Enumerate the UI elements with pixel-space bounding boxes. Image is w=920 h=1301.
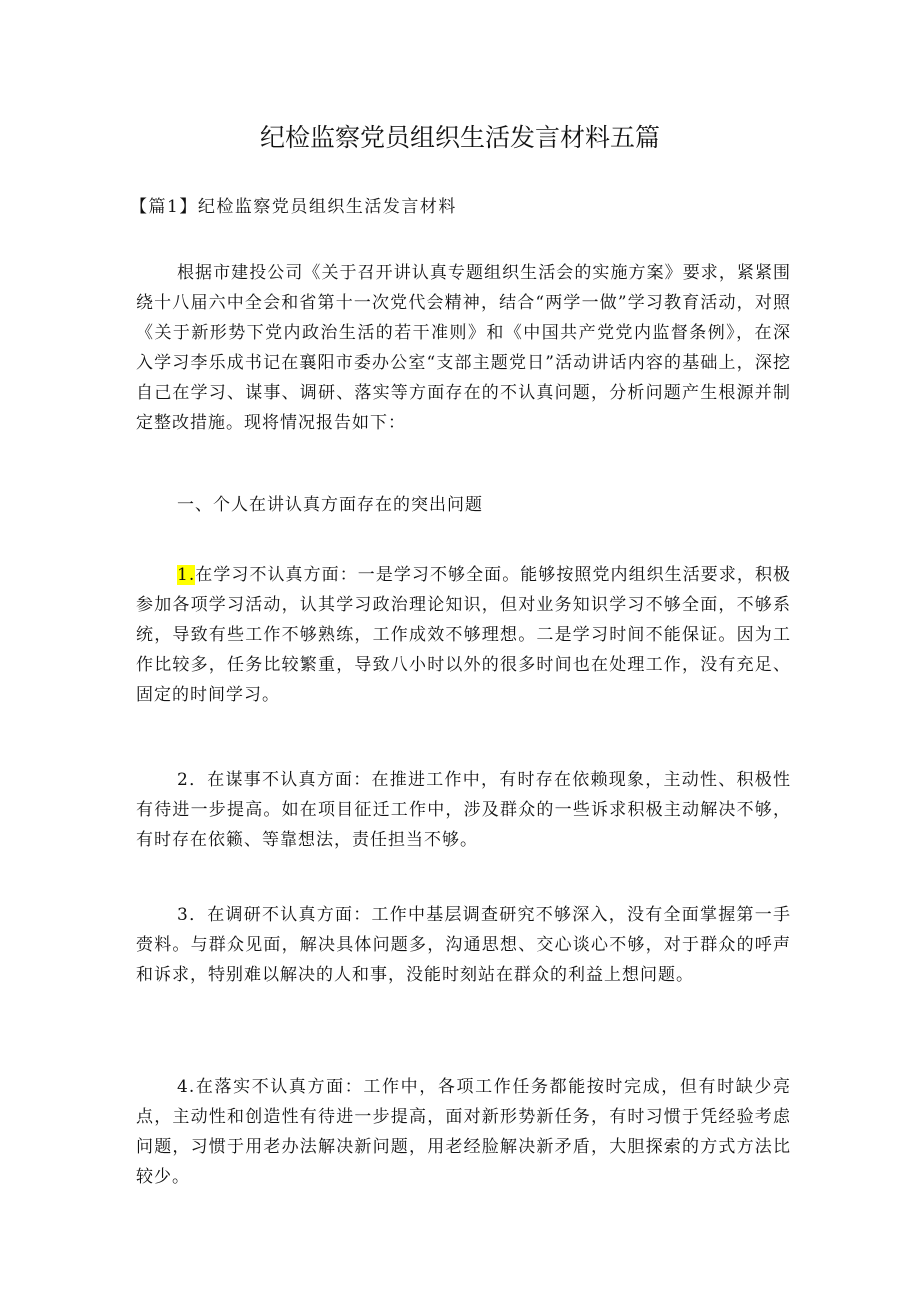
section-heading: 【篇1】纪检监察党员组织生活发言材料 <box>130 197 457 217</box>
item-3-paragraph: 3．在调研不认真方面：工作中基层调查研究不够深入，没有全面掌握第一手赍料。与群众见面，解决具体问题多，沟通思想、交心谈心不够，对于群众的呼声和诉求，特别难以解决的人和事，没能时刻站在群众的利益上想问题。 <box>136 905 791 985</box>
item-2-paragraph: 2．在谋事不认真方面：在推进工作中，有时存在依赖现象，主动性、积极性有待进一步提高。如在项目征迁工作中，涉及群众的一些诉求积极主动解决不够，有时存在依籁、等靠想法，责任担当不够。 <box>136 770 791 850</box>
item-1-marker-highlight: 1. <box>177 565 196 585</box>
intro-paragraph: 根据市建投公司《关于召开讲认真专题组织生活会的实施方案》要求，紧紧围绕十八届六中全会和省第十一次党代会精神，结合“两学一做”学习教育活动，对照《关于新形势下党内政治生活的若干准则》和《中国共产党党内监督条例》，在深入学习李乐成书记在襄阳市委办公室“支部主题党日”活动讲话内容的基础上，深挖自己在学习、谋事、调研、落实等方面存在的不认真问题，分析问题产生根源并制定整改措施。现将情况报告如下： <box>136 263 791 433</box>
item-1-paragraph <box>136 560 791 710</box>
item-1-text: 在学习不认真方面：一是学习不够全面。能够按照党内组织生活要求，积极参加各项学习活动，认其学习政治理论知识，但对业务知识学习不够全面，不够系统，导致有些工作不够熟练，工作成效不够理想。二是学习时间不能保证。因为工作比较多，任务比较繁重，导致八小时以外的很多时间也在处理工作，没有充足、固定的时间学习。 <box>136 565 791 705</box>
document-title: 纪检监察党员组织生活发言材料五篇 <box>259 123 660 152</box>
item-4-paragraph: 4.在落实不认真方面：工作中，各项工作任务都能按时完成，但有时缺少亮点，主动性和创造性有待进一步提高，面对新形势新任务，有时习惯于凭经验考虑问题，习惯于用老办法解决新问题，用老经脸解决新矛盾，大胆探索的方式方法比较少。 <box>136 1077 791 1187</box>
heading-one: 一、个人在讲认真方面存在的突出问题 <box>177 495 483 515</box>
